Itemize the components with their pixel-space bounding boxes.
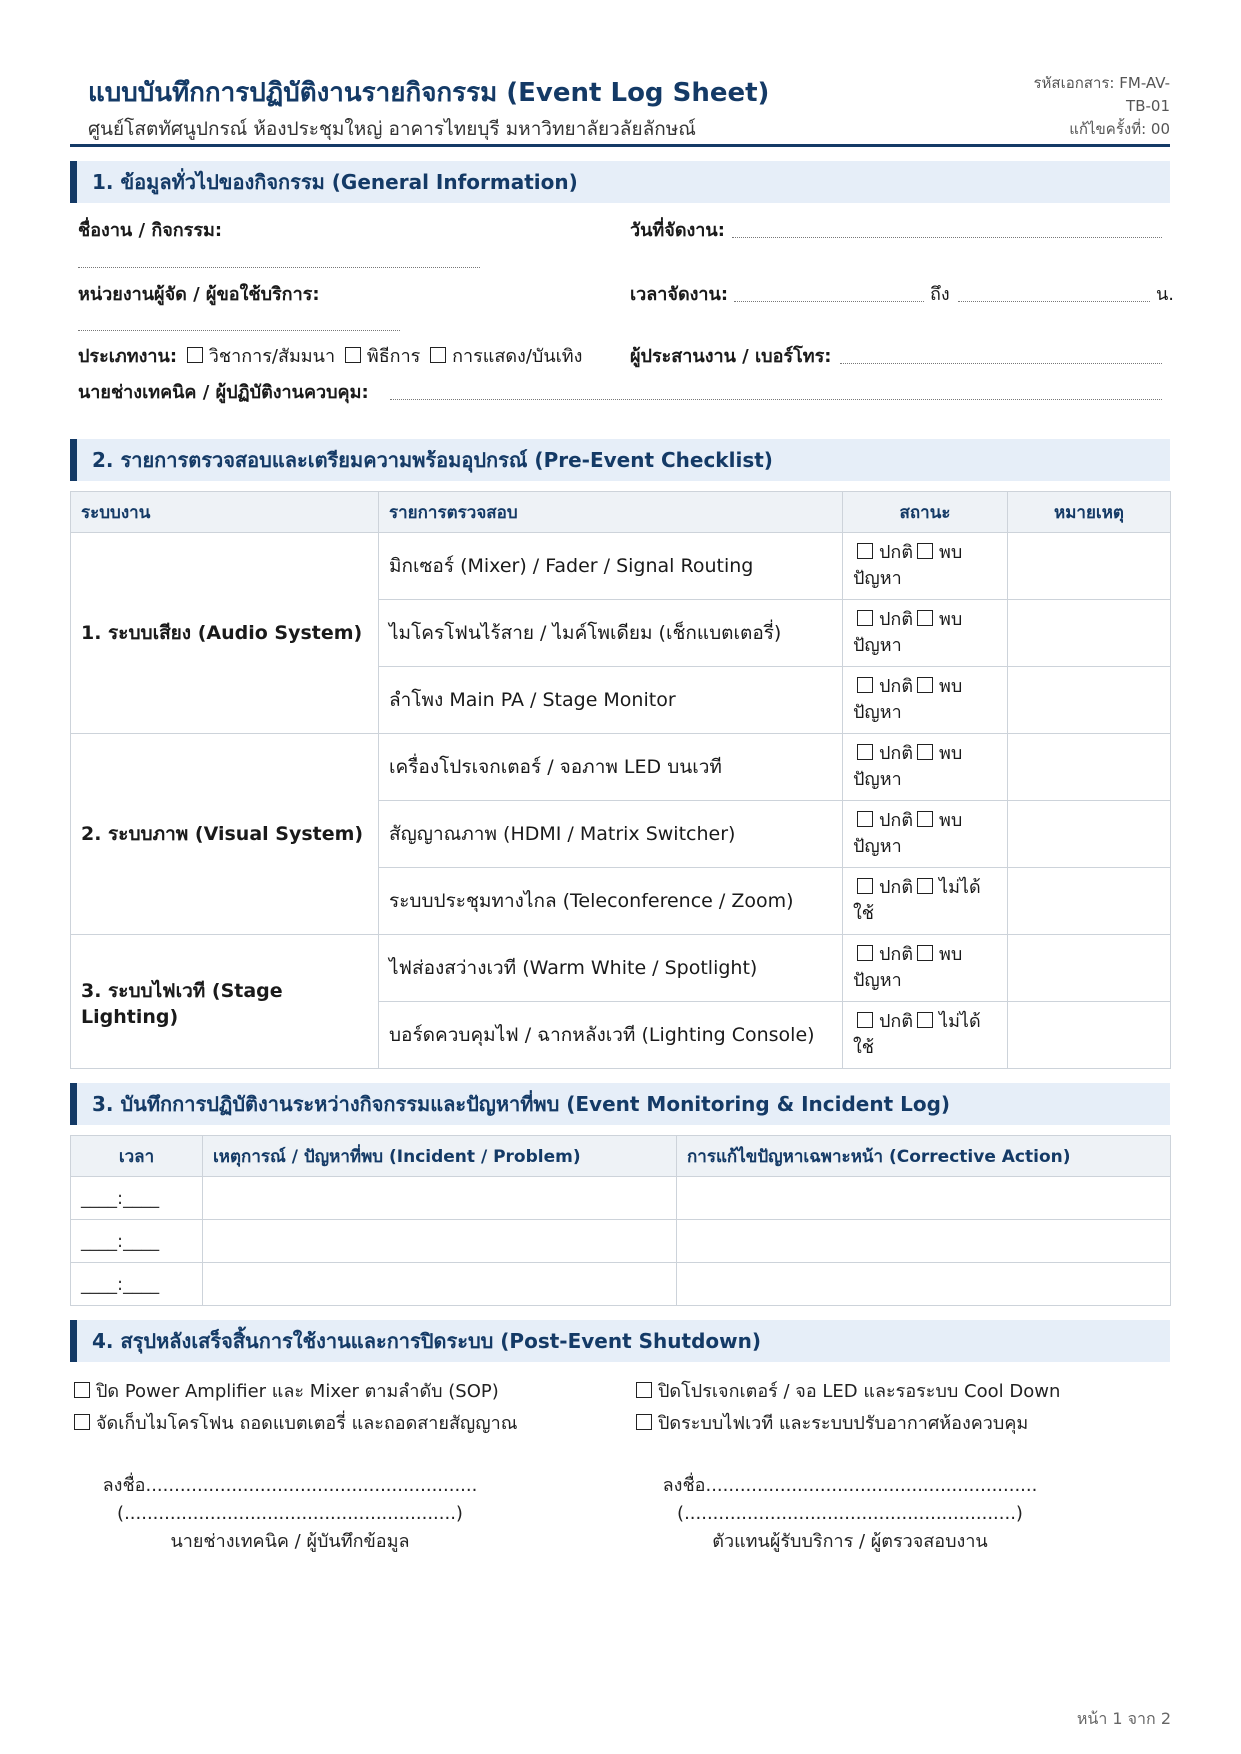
col-time: เวลา [71, 1136, 203, 1177]
status-issue-label: พบ [939, 676, 963, 697]
remark-cell[interactable] [1008, 1002, 1171, 1069]
form-page [70, 62, 1175, 1572]
general-info [70, 203, 1175, 425]
technician-field[interactable] [390, 399, 1162, 400]
checklist-body [71, 533, 1171, 1069]
status-cell [843, 801, 1008, 868]
status-issue-label: พบ [939, 743, 963, 764]
remark-cell[interactable] [1008, 667, 1171, 734]
shutdown-item [632, 1376, 1060, 1405]
status-cell [843, 868, 1008, 935]
status-issue-checkbox[interactable] [917, 677, 933, 693]
doc-code-line1: รหัสเอกสาร: FM-AV- [1033, 74, 1170, 92]
page-number: หน้า 1 จาก 2 [1076, 1709, 1171, 1728]
incident-time[interactable]: ____:____ [71, 1177, 203, 1220]
status-normal-checkbox[interactable] [857, 543, 873, 559]
checklist-table [70, 491, 1171, 1069]
col-status: สถานะ [843, 492, 1008, 533]
remark-cell[interactable] [1008, 868, 1171, 935]
remark-cell[interactable] [1008, 533, 1171, 600]
col-system: ระบบงาน [71, 492, 379, 533]
signature-role: นายช่างเทคนิค / ผู้บันทึกข้อมูล [170, 1531, 410, 1552]
status-issue-label: ไม่ได้ [939, 1011, 981, 1032]
status-normal-checkbox[interactable] [857, 878, 873, 894]
section4-heading: 4. สรุปหลังเสร็จสิ้นการใช้งานและการปิดระบบ (Post-Event Shutdown) [70, 1320, 1170, 1362]
status-normal-label: ปกติ [879, 676, 914, 697]
status-issue-checkbox[interactable] [917, 878, 933, 894]
status-issue-label-wrap: ปัญหา [853, 635, 902, 656]
doc-code-line2: TB-01 [1126, 97, 1170, 115]
checklist-row [71, 734, 1171, 801]
system-name: 1. ระบบเสียง (Audio System) [71, 533, 379, 734]
time-end-field[interactable] [958, 301, 1150, 302]
check-item: ไฟส่องสว่างเวที (Warm White / Spotlight) [379, 935, 843, 1002]
technician-label: นายช่างเทคนิค / ผู้ปฏิบัติงานควบคุม: [78, 382, 369, 403]
signature-name-line[interactable]: (..........................................................) [117, 1503, 463, 1524]
incident-description-cell[interactable] [203, 1263, 677, 1306]
incident-description-cell[interactable] [203, 1177, 677, 1220]
incident-time[interactable]: ____:____ [71, 1220, 203, 1263]
check-item: สัญญาณภาพ (HDMI / Matrix Switcher) [379, 801, 843, 868]
shutdown-item [632, 1408, 1028, 1437]
coordinator-field[interactable] [840, 363, 1162, 364]
status-normal-checkbox[interactable] [857, 811, 873, 827]
date-field[interactable] [732, 237, 1162, 238]
incident-table [70, 1135, 1171, 1306]
remark-cell[interactable] [1008, 801, 1171, 868]
status-issue-label: พบ [939, 944, 963, 965]
status-normal-label: ปกติ [879, 542, 914, 563]
status-issue-checkbox[interactable] [917, 1012, 933, 1028]
status-issue-label-wrap: ปัญหา [853, 702, 902, 723]
event-name-field[interactable] [78, 267, 480, 268]
incident-row [71, 1177, 1171, 1220]
shutdown-checkbox-lighting[interactable] [636, 1414, 652, 1430]
remark-cell[interactable] [1008, 600, 1171, 667]
technician-signature-block [70, 1472, 510, 1556]
checklist-row [71, 533, 1171, 600]
organizer-field[interactable] [78, 330, 400, 331]
remark-cell[interactable] [1008, 935, 1171, 1002]
status-normal-label: ปกติ [879, 810, 914, 831]
status-issue-label-wrap: ปัญหา [853, 769, 902, 790]
status-normal-checkbox[interactable] [857, 744, 873, 760]
form-subtitle: ศูนย์โสตทัศนูปกรณ์ ห้องประชุมใหญ่ อาคารไทยบุรี มหาวิทยาลัยวลัยลักษณ์ [88, 118, 696, 140]
client-signature-block [630, 1472, 1070, 1556]
status-normal-label: ปกติ [879, 944, 914, 965]
check-item: ไมโครโฟนไร้สาย / ไมค์โพเดียม (เช็กแบตเตอรี่) [379, 600, 843, 667]
event-type-row [78, 341, 582, 370]
document-info [1020, 72, 1170, 141]
status-issue-label-wrap: ใช้ [853, 1037, 875, 1058]
time-unit-label: น. [1156, 284, 1175, 305]
status-issue-checkbox[interactable] [917, 811, 933, 827]
status-normal-label: ปกติ [879, 877, 914, 898]
incident-description-cell[interactable] [203, 1220, 677, 1263]
type-option-academic: วิชาการ/สัมมนา [208, 346, 336, 367]
section2-heading: 2. รายการตรวจสอบและเตรียมความพร้อมอุปกรณ์ (Pre-Event Checklist) [70, 439, 1170, 481]
status-issue-label-wrap: ใช้ [853, 903, 875, 924]
type-option-performance: การแสดง/บันเทิง [452, 346, 583, 367]
date-label: วันที่จัดงาน: [630, 220, 725, 241]
signature-role: ตัวแทนผู้รับบริการ / ผู้ตรวจสอบงาน [712, 1531, 988, 1552]
form-header [70, 62, 1170, 147]
shutdown-checkbox-amp[interactable] [74, 1382, 90, 1398]
status-issue-label-wrap: ปัญหา [853, 836, 902, 857]
type-checkbox-ceremony[interactable] [345, 347, 361, 363]
checklist-row [71, 935, 1171, 1002]
section3-heading: 3. บันทึกการปฏิบัติงานระหว่างกิจกรรมและปัญหาที่พบ (Event Monitoring & Incident Log) [70, 1083, 1170, 1125]
incident-row [71, 1220, 1171, 1263]
corrective-action-cell[interactable] [677, 1220, 1171, 1263]
status-issue-label: พบ [939, 810, 963, 831]
shutdown-label-amp: ปิด Power Amplifier และ Mixer ตามลำดับ (SOP) [96, 1381, 499, 1402]
check-item: บอร์ดควบคุมไฟ / ฉากหลังเวที (Lighting Console) [379, 1002, 843, 1069]
status-normal-checkbox[interactable] [857, 1012, 873, 1028]
incident-header-row [71, 1136, 1171, 1177]
status-cell [843, 667, 1008, 734]
status-issue-checkbox[interactable] [917, 744, 933, 760]
event-type-label: ประเภทงาน: [78, 346, 178, 367]
status-issue-label-wrap: ปัญหา [853, 568, 902, 589]
corrective-action-cell[interactable] [677, 1177, 1171, 1220]
status-normal-checkbox[interactable] [857, 945, 873, 961]
status-normal-checkbox[interactable] [857, 610, 873, 626]
check-item: มิกเซอร์ (Mixer) / Fader / Signal Routing [379, 533, 843, 600]
shutdown-checkbox-microphone[interactable] [74, 1414, 90, 1430]
system-name: 3. ระบบไฟเวที (Stage Lighting) [71, 935, 379, 1069]
organizer-label: หน่วยงานผู้จัด / ผู้ขอใช้บริการ: [78, 284, 320, 305]
type-option-ceremony: พิธีการ [366, 346, 421, 367]
col-corrective-action: การแก้ไขปัญหาเฉพาะหน้า (Corrective Action) [677, 1136, 1171, 1177]
shutdown-label-microphone: จัดเก็บไมโครโฟน ถอดแบตเตอรี่ และถอดสายสัญญาณ [96, 1413, 518, 1434]
shutdown-label-projector: ปิดโปรเจกเตอร์ / จอ LED และรอระบบ Cool Down [658, 1381, 1061, 1402]
type-checkbox-academic[interactable] [187, 347, 203, 363]
time-label: เวลาจัดงาน: [630, 284, 729, 305]
check-item: ลำโพง Main PA / Stage Monitor [379, 667, 843, 734]
event-name-label: ชื่องาน / กิจกรรม: [78, 220, 223, 241]
status-issue-checkbox[interactable] [917, 945, 933, 961]
status-cell [843, 935, 1008, 1002]
signature-name-line[interactable]: (..........................................................) [677, 1503, 1023, 1524]
status-normal-label: ปกติ [879, 743, 914, 764]
time-start-field[interactable] [734, 301, 924, 302]
remark-cell[interactable] [1008, 734, 1171, 801]
corrective-action-cell[interactable] [677, 1263, 1171, 1306]
section1-heading: 1. ข้อมูลทั่วไปของกิจกรรม (General Information) [70, 161, 1170, 203]
status-normal-checkbox[interactable] [857, 677, 873, 693]
revision-number: แก้ไขครั้งที่: 00 [1069, 120, 1170, 138]
signature-line[interactable]: ลงชื่อ.......................................................... [102, 1475, 478, 1496]
shutdown-checkbox-projector[interactable] [636, 1382, 652, 1398]
signature-line[interactable]: ลงชื่อ.......................................................... [662, 1475, 1038, 1496]
status-cell [843, 1002, 1008, 1069]
status-cell [843, 734, 1008, 801]
col-remark: หมายเหตุ [1008, 492, 1171, 533]
system-name: 2. ระบบภาพ (Visual System) [71, 734, 379, 935]
form-title: แบบบันทึกการปฏิบัติงานรายกิจกรรม (Event Log Sheet) [88, 78, 770, 108]
check-item: ระบบประชุมทางไกล (Teleconference / Zoom) [379, 868, 843, 935]
status-issue-label: ไม่ได้ [939, 877, 981, 898]
type-checkbox-performance[interactable] [430, 347, 446, 363]
status-issue-checkbox[interactable] [917, 610, 933, 626]
shutdown-item [70, 1376, 499, 1405]
check-item: เครื่องโปรเจกเตอร์ / จอภาพ LED บนเวที [379, 734, 843, 801]
checklist-header-row [71, 492, 1171, 533]
shutdown-item [70, 1408, 517, 1437]
status-normal-label: ปกติ [879, 609, 914, 630]
coordinator-label: ผู้ประสานงาน / เบอร์โทร: [630, 346, 832, 367]
status-cell [843, 533, 1008, 600]
col-incident: เหตุการณ์ / ปัญหาที่พบ (Incident / Problem) [203, 1136, 677, 1177]
status-issue-label: พบ [939, 609, 963, 630]
incident-time[interactable]: ____:____ [71, 1263, 203, 1306]
status-issue-label: พบ [939, 542, 963, 563]
status-normal-label: ปกติ [879, 1011, 914, 1032]
shutdown-label-lighting: ปิดระบบไฟเวที และระบบปรับอากาศห้องควบคุม [658, 1413, 1029, 1434]
col-check-item: รายการตรวจสอบ [379, 492, 843, 533]
status-cell [843, 600, 1008, 667]
incident-row [71, 1263, 1171, 1306]
status-issue-label-wrap: ปัญหา [853, 970, 902, 991]
post-event-section [70, 1362, 1170, 1572]
status-issue-checkbox[interactable] [917, 543, 933, 559]
time-to-label: ถึง [930, 284, 950, 305]
